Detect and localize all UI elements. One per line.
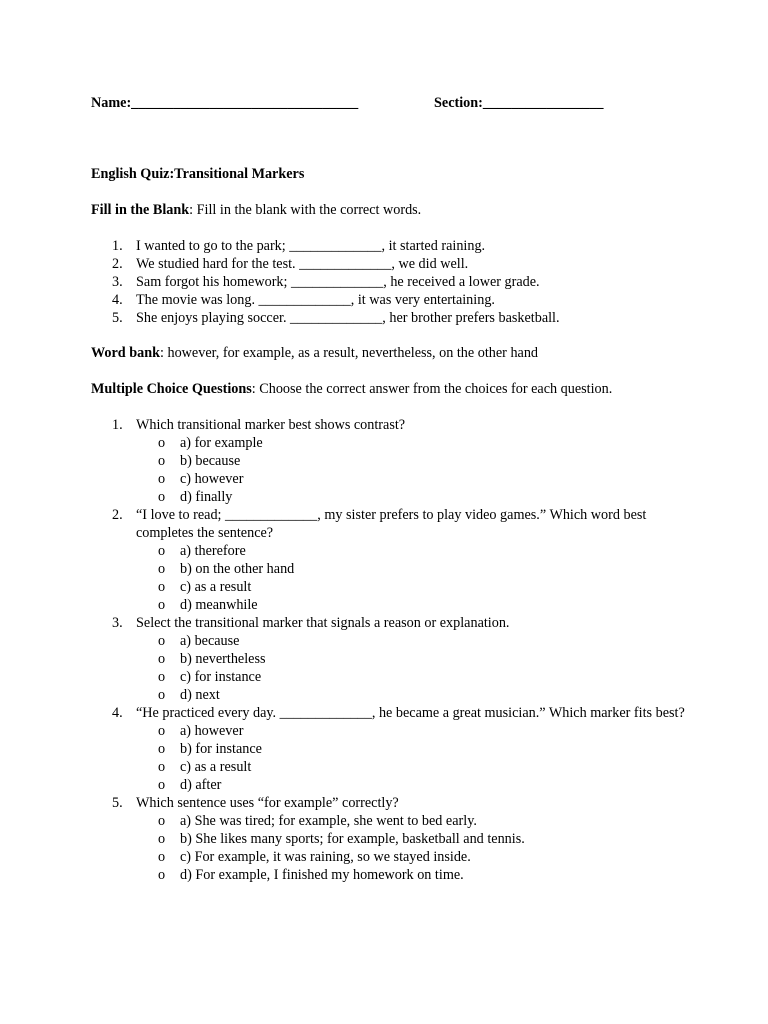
option-item: o c) For example, it was raining, so we stayed inside. [158, 849, 471, 865]
option-item: o b) on the other hand [158, 561, 295, 577]
section-field-label: Section:_________________ [434, 95, 604, 111]
bullet-icon: o [158, 651, 166, 667]
multiple-choice-list [91, 416, 701, 884]
bullet-icon: o [158, 813, 166, 829]
bullet-icon: o [158, 633, 166, 649]
bullet-icon: o [158, 489, 166, 505]
option-list [136, 722, 701, 794]
fill-blank-item: 3. Sam forgot his homework; _____________, he received a lower grade. [112, 274, 540, 290]
bullet-icon: o [158, 435, 166, 451]
fill-blank-item-text: The movie was long. _____________, it was very entertaining. [136, 292, 495, 308]
option-item: o a) because [158, 633, 240, 649]
option-item: o b) nevertheless [158, 651, 266, 667]
question-item: 4. “He practiced every day. _____________, he became a great musician.” Which marker fits best? o a) however o b) for instance o c) as a result o d) after [91, 704, 701, 794]
option-list [136, 812, 701, 884]
question-text: Select the transitional marker that signals a reason or explanation. [136, 615, 510, 631]
option-list [136, 632, 701, 704]
option-item: o d) next [158, 687, 220, 703]
question-item: 3. Select the transitional marker that signals a reason or explanation. o a) because o b) nevertheless o c) for instance o d) next [91, 614, 701, 704]
question-text: Which transitional marker best shows contrast? [136, 417, 406, 433]
bullet-icon: o [158, 561, 166, 577]
option-item: o a) however [158, 723, 244, 739]
option-item: o d) finally [158, 489, 233, 505]
fill-blank-list [91, 237, 701, 327]
bullet-icon: o [158, 669, 166, 685]
option-item: o d) For example, I finished my homework on time. [158, 867, 464, 883]
fill-blank-item: 5. She enjoys playing soccer. _____________, her brother prefers basketball. [112, 310, 560, 326]
bullet-icon: o [158, 741, 166, 757]
bullet-icon: o [158, 759, 166, 775]
bullet-icon: o [158, 471, 166, 487]
option-item: o d) meanwhile [158, 597, 258, 613]
fill-blank-instruction: : Fill in the blank with the correct words. [189, 202, 422, 218]
option-item: o b) because [158, 453, 241, 469]
question-item: 2. “I love to read; _____________, my sister prefers to play video games.” Which word best completes the sentence? o a) therefore o b) on the other hand o c) as a result o d) meanwhile [91, 506, 701, 614]
fill-blank-item-text: I wanted to go to the park; _____________, it started raining. [136, 238, 486, 254]
bullet-icon: o [158, 453, 166, 469]
option-item: o c) however [158, 471, 244, 487]
bullet-icon: o [158, 687, 166, 703]
option-item: o c) for instance [158, 669, 262, 685]
option-item: o c) as a result [158, 759, 252, 775]
option-item: o d) after [158, 777, 222, 793]
word-bank-heading: Word bank [91, 345, 160, 361]
bullet-icon: o [158, 543, 166, 559]
multiple-choice-instructions [91, 380, 701, 398]
fill-blank-item: 1. I wanted to go to the park; _____________, it started raining. [112, 238, 486, 254]
option-item: o a) for example [158, 435, 263, 451]
fill-blank-item-text: She enjoys playing soccer. _____________, her brother prefers basketball. [136, 310, 560, 326]
question-item: 5. Which sentence uses “for example” correctly? o a) She was tired; for example, she went to bed early. o b) She likes many sports; for example, basketball and tennis. o c) For example, it was raining, so we stayed inside. o d) For example, I finished my homework on time. [91, 794, 701, 884]
fill-blank-item: 4. The movie was long. _____________, it was very entertaining. [112, 292, 495, 308]
bullet-icon: o [158, 777, 166, 793]
multiple-choice-instruction: : Choose the correct answer from the choices for each question. [251, 381, 613, 397]
header [91, 94, 711, 114]
fill-blank-item-text: We studied hard for the test. _____________, we did well. [136, 256, 469, 272]
bullet-icon: o [158, 849, 166, 865]
quiz-title: English Quiz:Transitional Markers [91, 166, 305, 182]
multiple-choice-heading: Multiple Choice Questions [91, 381, 252, 397]
option-list [136, 434, 701, 506]
word-bank [91, 344, 701, 362]
option-item: o b) She likes many sports; for example, basketball and tennis. [158, 831, 525, 847]
name-field-label: Name:________________________________ [91, 95, 359, 111]
option-item: o a) therefore [158, 543, 246, 559]
bullet-icon: o [158, 831, 166, 847]
option-item: o c) as a result [158, 579, 252, 595]
fill-blank-heading: Fill in the Blank [91, 202, 190, 218]
question-item: 1. Which transitional marker best shows contrast? o a) for example o b) because o c) however o d) finally [91, 416, 701, 506]
fill-blank-item-text: Sam forgot his homework; _____________, he received a lower grade. [136, 274, 540, 290]
bullet-icon: o [158, 579, 166, 595]
option-item: o a) She was tired; for example, she went to bed early. [158, 813, 477, 829]
fill-blank-instructions [91, 201, 701, 219]
question-text: “He practiced every day. _____________, he became a great musician.” Which marker fits best? [136, 705, 685, 721]
bullet-icon: o [158, 723, 166, 739]
bullet-icon: o [158, 597, 166, 613]
option-list [136, 542, 701, 614]
question-text: Which sentence uses “for example” correctly? [136, 795, 399, 811]
word-bank-text: : however, for example, as a result, nevertheless, on the other hand [160, 345, 539, 361]
question-text: “I love to read; _____________, my sister prefers to play video games.” Which word best completes the sentence? [136, 507, 647, 541]
fill-blank-item: 2. We studied hard for the test. _____________, we did well. [112, 256, 469, 272]
option-item: o b) for instance [158, 741, 262, 757]
bullet-icon: o [158, 867, 166, 883]
